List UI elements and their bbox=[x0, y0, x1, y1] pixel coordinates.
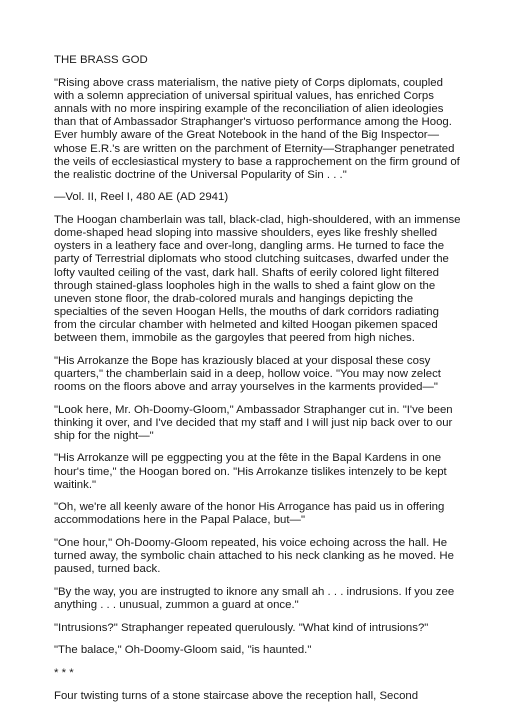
body-paragraph: "By the way, you are instrugted to iknore any small ah . . . indrusions. If you zee anything . . . unusual, zummon a guard at once." bbox=[54, 585, 455, 612]
epigraph-citation: —Vol. II, Reel I, 480 AE (AD 2941) bbox=[54, 191, 229, 204]
scene-break: * * * bbox=[54, 667, 74, 680]
body-paragraph: "His Arrokanze will pe eggpecting you at the fête in the Bapal Kardens in one hour's time," the Hoogan bored on. "His Arrokanze tislikes intenzely to be kept waitink." bbox=[54, 452, 447, 491]
body-paragraph: "Intrusions?" Straphanger repeated querulously. "What kind of intrusions?" bbox=[54, 621, 429, 634]
epigraph-quote: "Rising above crass materialism, the native piety of Corps diplomats, coupled with a solemn appreciation of universal spiritual values, has enriched Corps annals with no more inspiring example of the reconciliation of alien ideologies than that of Ambassador Straphanger's virtuoso performance among the Hoog. Ever humbly aware of the Great Notebook in the hand of the Big Inspector—whose E.R.'s are written on the parchment of Eternity—Straphanger penetrated the veils of ecclesiastical mystery to base a rapprochement on the firm ground of the realistic doctrine of the Universal Popularity of Sin . . ." bbox=[54, 77, 460, 181]
body-paragraph: The Hoogan chamberlain was tall, black-clad, high-shouldered, with an immense dome-shaped head sloping into massive shoulders, eyes like freshly shelled oysters in a leathery face and over-long, dangling arms. He turned to face the party of Terrestrial diplomats who stood clutching suitcases, dwarfed under the lofty vaulted ceiling of the vast, dark hall. Shafts of eerily colored light filtered through stained-glass loopholes high in the walls to shed a faint glow on the uneven stone floor, the drab-colored murals and hangings depicting the specialties of the seven Hoogan Hells, the mouths of dark corridors radiating from the circular chamber with helmeted and kilted Hoogan pikemen spaced between them, immobile as the gargoyles that peered from high niches. bbox=[54, 214, 461, 344]
body-paragraph: "Oh, we're all keenly aware of the honor His Arrogance has paid us in offering accommodations here in the Papal Palace, but—" bbox=[54, 501, 445, 527]
body-paragraph: Four twisting turns of a stone staircase above the reception hall, Second bbox=[54, 689, 419, 702]
story-title: THE BRASS GOD bbox=[54, 54, 148, 66]
body-paragraph: "Look here, Mr. Oh-Doomy-Gloom," Ambassador Straphanger cut in. "I've been thinking it over, and I've decided that my staff and I will just nip back over to our ship for the night—" bbox=[54, 403, 453, 442]
body-paragraph: "The balace," Oh-Doomy-Gloom said, "is haunted." bbox=[54, 644, 312, 657]
body-paragraph: "His Arrokanze the Bope has kraziously blaced at your disposal these cosy quarters," the chamberlain said in a deep, hollow voice. "You may now zelect rooms on the floors above and array yourselves in the karments provided—" bbox=[54, 354, 441, 393]
body-paragraph: "One hour," Oh-Doomy-Gloom repeated, his voice echoing across the hall. He turned away, the symbolic chain attached to his neck clanking as he moved. He paused, turned back. bbox=[54, 537, 454, 576]
